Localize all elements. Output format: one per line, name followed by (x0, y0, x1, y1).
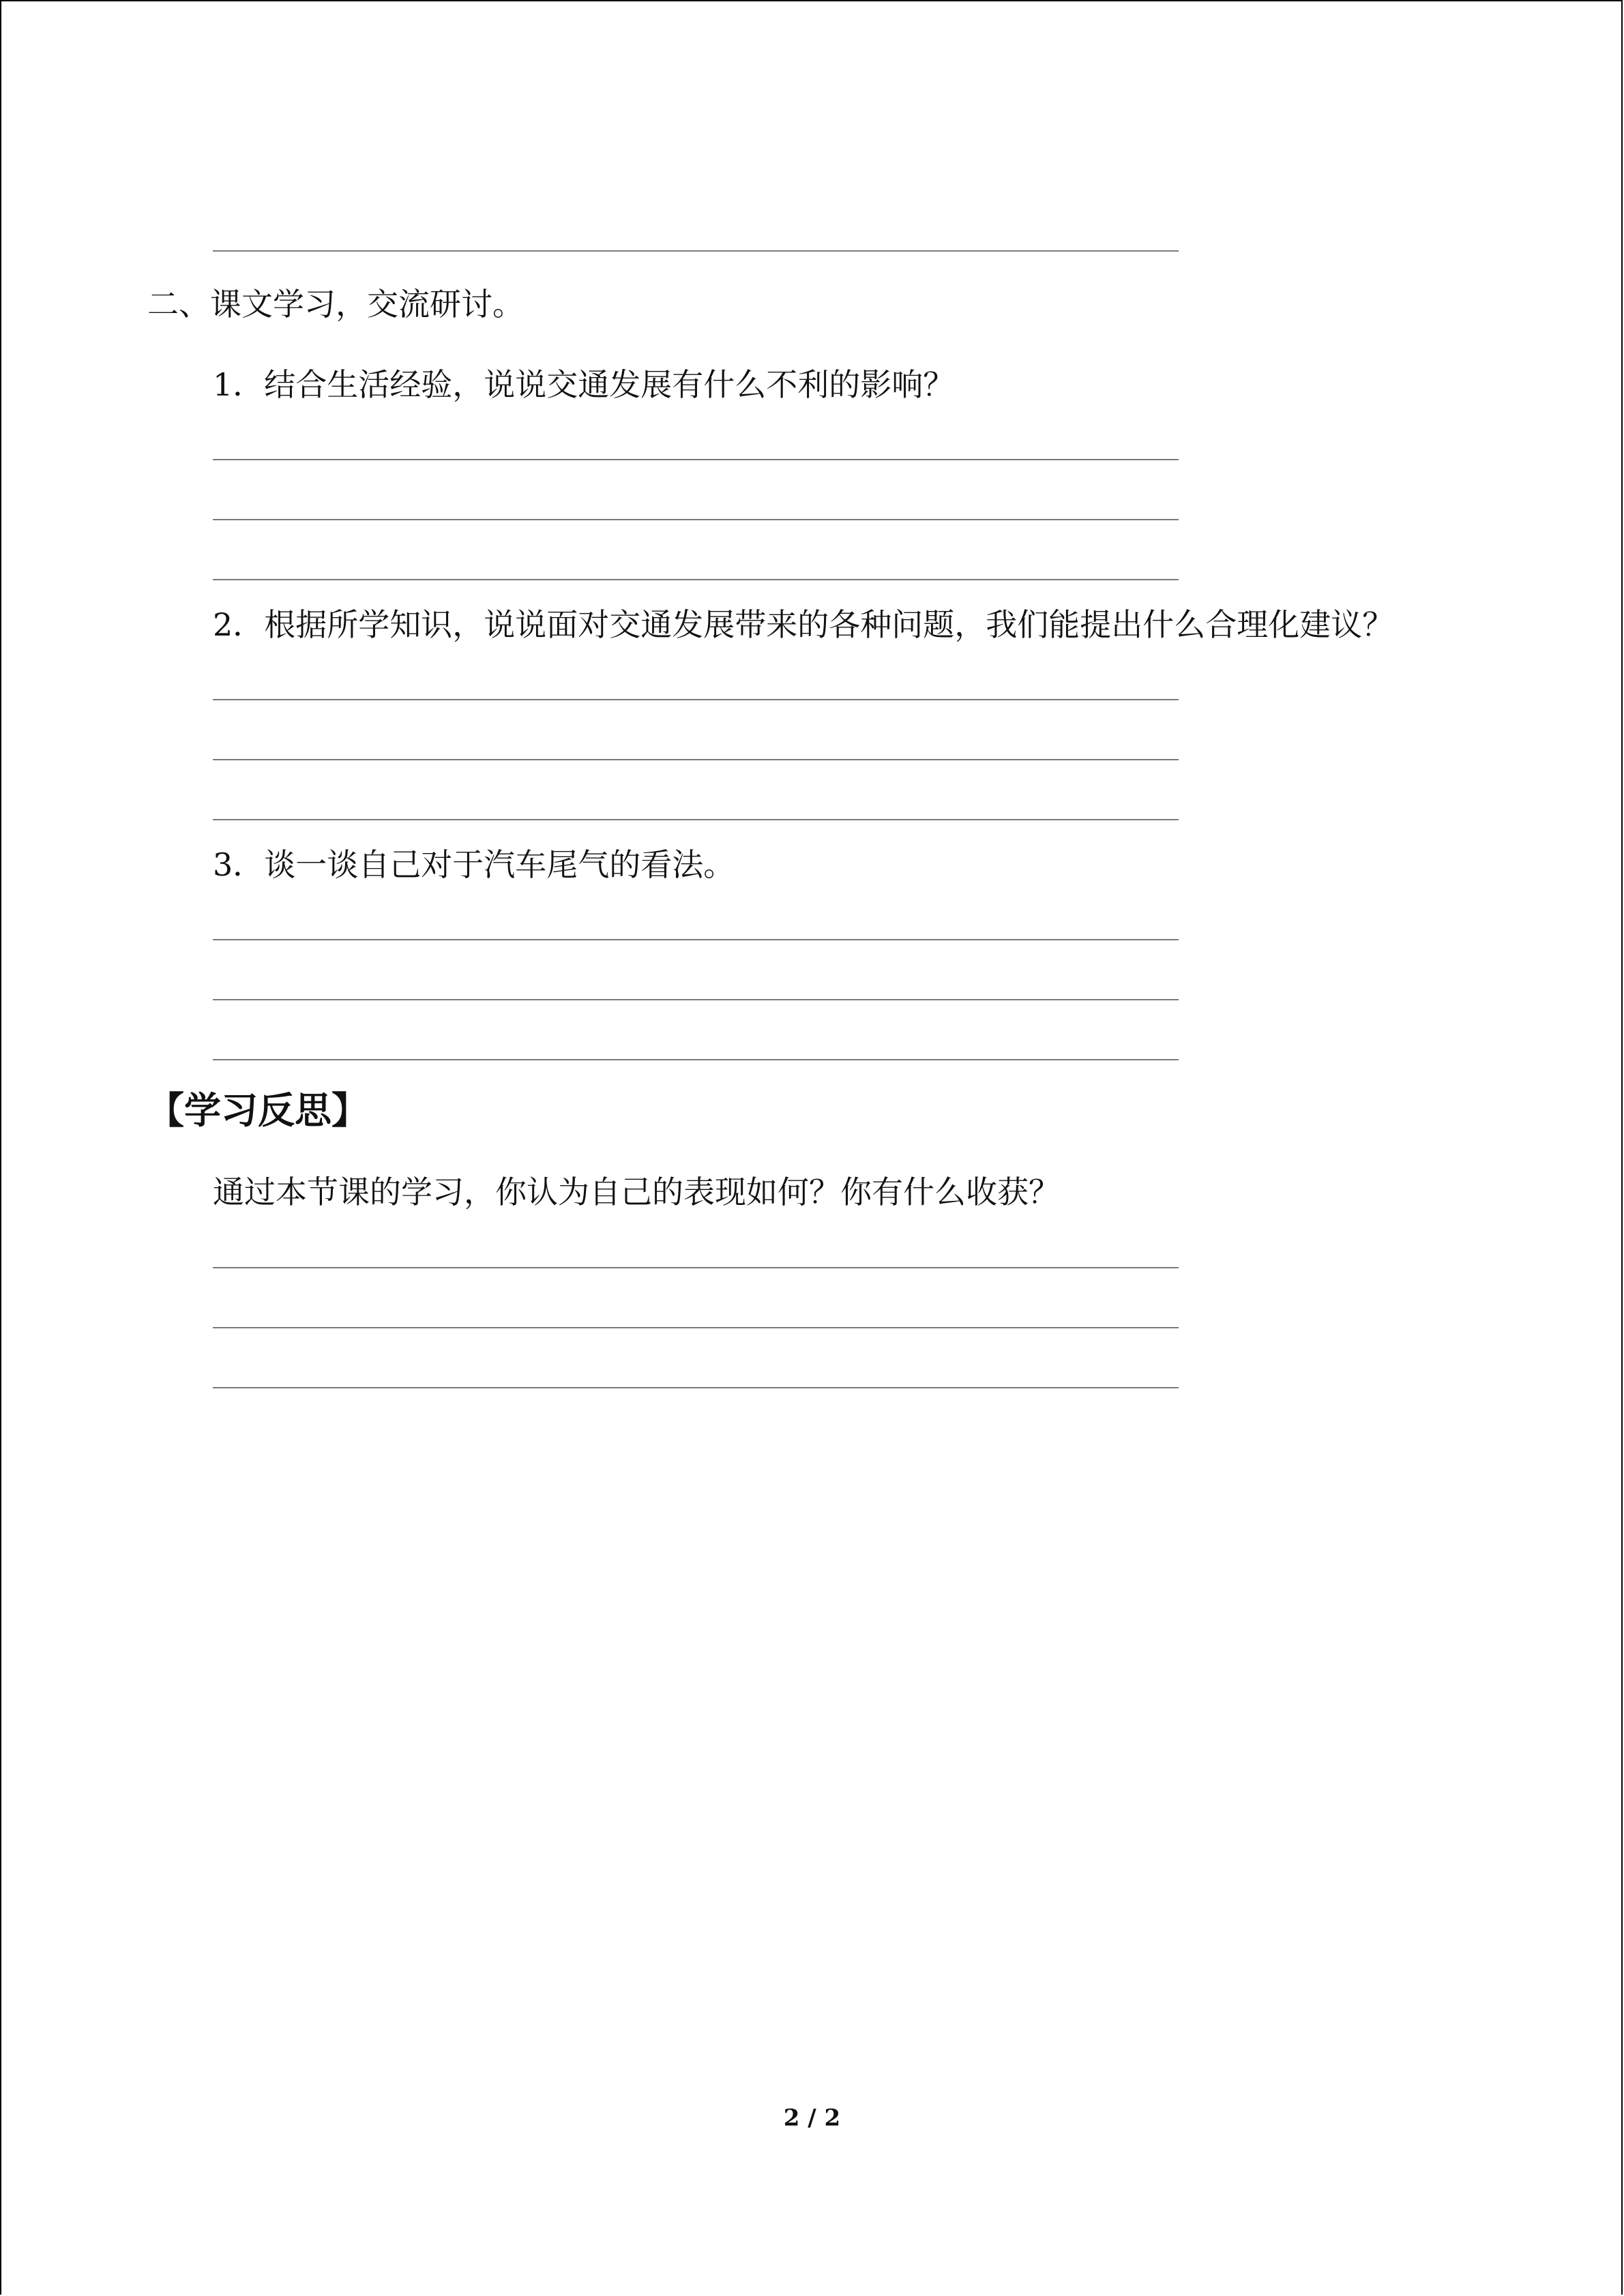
answer-line-q2-2[interactable] (213, 759, 1179, 760)
answer-line-q1-1[interactable] (213, 459, 1179, 460)
answer-line-reflection-2[interactable] (213, 1327, 1179, 1328)
answer-line-q3-1[interactable] (213, 939, 1179, 940)
page-number: 2 / 2 (783, 2104, 841, 2132)
section-heading: 二、课文学习，交流研讨。 (147, 286, 524, 323)
question-1: 1．结合生活经验，说说交通发展有什么不利的影响？ (213, 366, 955, 403)
reflection-prompt: 通过本节课的学习，你认为自己的表现如何？你有什么收获？ (213, 1174, 1060, 1210)
answer-line-q3-2[interactable] (213, 999, 1179, 1000)
answer-line-reflection-3[interactable] (213, 1387, 1179, 1388)
answer-line-reflection-1[interactable] (213, 1267, 1179, 1268)
answer-line-q2-3[interactable] (213, 819, 1179, 820)
answer-line[interactable] (213, 250, 1179, 252)
question-2: 2．根据所学知识，说说面对交通发展带来的各种问题，我们能提出什么合理化建议？ (213, 606, 1394, 643)
reflection-title: 【学习反思】 (147, 1089, 368, 1132)
answer-line-q2-1[interactable] (213, 699, 1179, 700)
answer-line-q3-3[interactable] (213, 1059, 1179, 1060)
answer-line-q1-2[interactable] (213, 519, 1179, 520)
question-3: 3．谈一谈自己对于汽车尾气的看法。 (213, 846, 735, 883)
answer-line-q1-3[interactable] (213, 579, 1179, 580)
